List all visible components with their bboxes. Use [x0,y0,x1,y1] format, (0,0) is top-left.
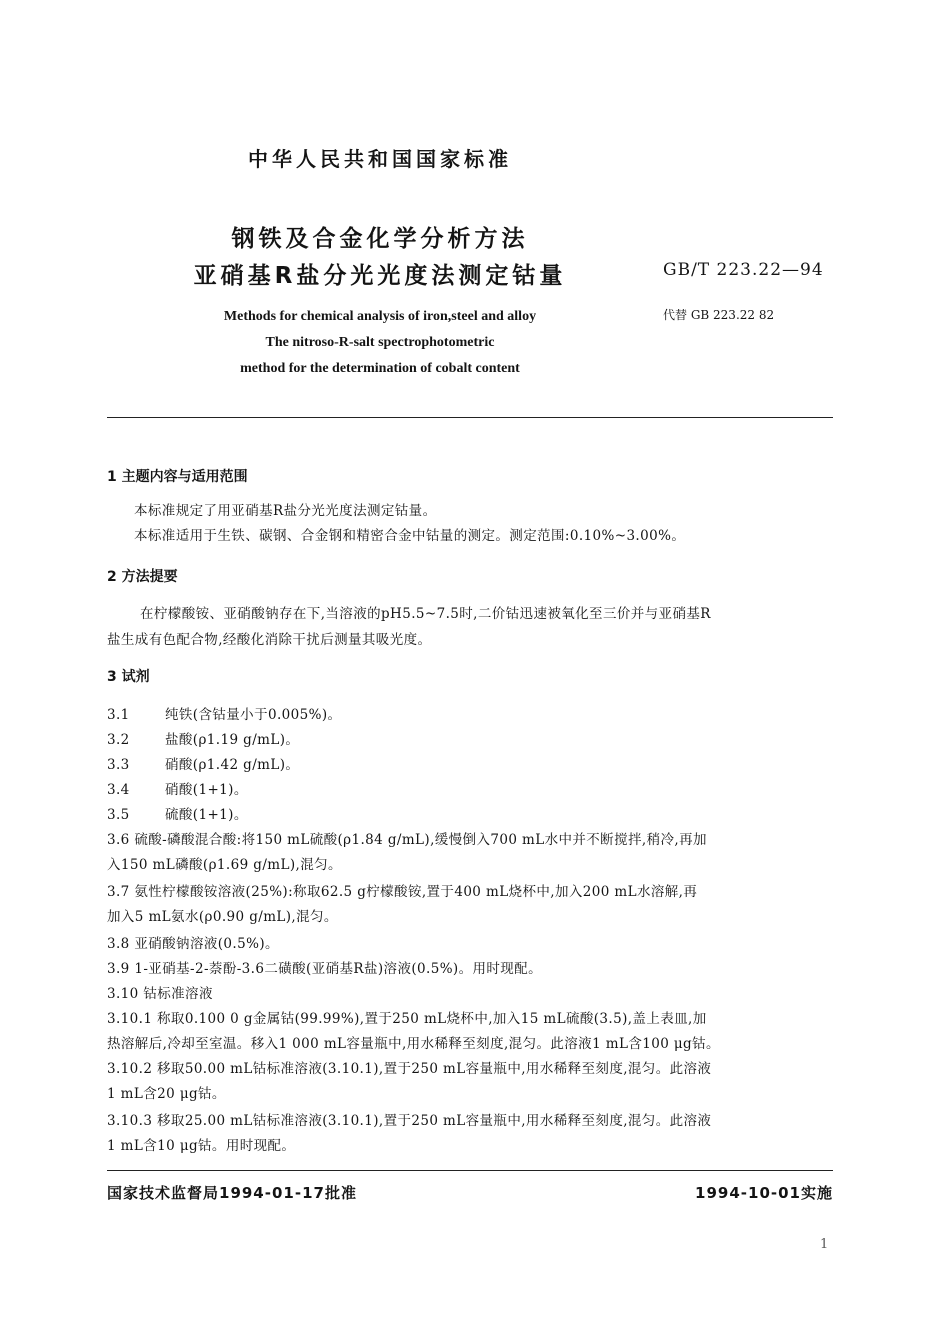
footer-divider [107,1170,833,1171]
reagent-item-text: 硝酸(1+1)。 [165,782,248,798]
reagent-item [107,703,341,723]
reagent-3-10-1-line-1: 3.10.1 称取0.100 0 g金属钴(99.99%),置于250 mL烧杯中,加入15 mL硫酸(3.5),盖上表皿,加 [107,1011,707,1027]
reagent-3-10: 3.10 钴标准溶液 [107,986,213,1002]
approval-date: 国家技术监督局1994-01-17批准 [107,1184,357,1202]
reagent-item-number: 3.4 [107,782,130,798]
section-3-heading: 3 试剂 [107,669,150,685]
english-title-line-2: The nitroso-R-salt spectrophotometric [265,335,495,350]
reagent-3-8: 3.8 亚硝酸钠溶液(0.5%)。 [107,936,279,952]
english-title-line-1: Methods for chemical analysis of iron,steel and alloy [223,309,537,324]
reagent-3-10-3-line-2: 1 mL含10 μg钴。用时现配。 [107,1138,296,1154]
section-1-heading: 1 主题内容与适用范围 [107,469,248,485]
reagent-3-10-2-line-1: 3.10.2 移取50.00 mL钴标准溶液(3.10.1),置于250 mL容量瓶中,用水稀释至刻度,混匀。此溶液 [107,1061,712,1077]
reagent-item-text: 盐酸(ρ1.19 g/mL)。 [165,732,300,748]
reagent-3-6-line-2: 入150 mL磷酸(ρ1.69 g/mL),混匀。 [107,857,342,873]
reagent-item [107,803,248,823]
reagent-item [107,778,248,798]
section-2-line-1: 在柠檬酸铵、亚硝酸钠存在下,当溶液的pH5.5~7.5时,二价钴迅速被氧化至三价并与亚硝基R [140,606,711,622]
reagent-3-10-1-line-2: 热溶解后,冷却至室温。移入1 000 mL容量瓶中,用水稀释至刻度,混匀。此溶液1 mL含100 μg钴。 [107,1036,720,1052]
section-1-paragraph-2: 本标准适用于生铁、碳钢、合金钢和精密合金中钴量的测定。测定范围:0.10%~3.00%。 [134,528,686,544]
section-2-line-2: 盐生成有色配合物,经酸化消除干扰后测量其吸光度。 [107,632,432,648]
page-number: 1 [820,1237,829,1252]
section-2-heading: 2 方法提要 [107,569,178,585]
header-divider [107,417,833,418]
replaces-note: 代替 GB 223.22 82 [663,308,775,322]
reagent-3-7-line-2: 加入5 mL氨水(ρ0.90 g/mL),混匀。 [107,909,338,925]
national-standard-heading: 中华人民共和国国家标准 [248,147,512,171]
reagent-item-number: 3.1 [107,707,130,723]
reagent-item-number: 3.5 [107,807,130,823]
reagent-3-7-line-1: 3.7 氨性柠檬酸铵溶液(25%):称取62.5 g柠檬酸铵,置于400 mL烧杯中,加入200 mL水溶解,再 [107,884,698,900]
reagent-item-text: 硫酸(1+1)。 [165,807,248,823]
title-line-2: 亚硝基R盐分光光度法测定钴量 [193,263,567,289]
reagent-item-text: 硝酸(ρ1.42 g/mL)。 [165,757,300,773]
title-line-1: 钢铁及合金化学分析方法 [231,226,529,252]
reagent-item [107,728,299,748]
english-title-line-3: method for the determination of cobalt content [240,361,520,376]
section-1-paragraph-1: 本标准规定了用亚硝基R盐分光光度法测定钴量。 [134,503,437,519]
reagent-item-number: 3.2 [107,732,130,748]
reagent-3-9: 3.9 1-亚硝基-2-萘酚-3.6二磺酸(亚硝基R盐)溶液(0.5%)。用时现配。 [107,961,542,977]
reagent-3-10-2-line-2: 1 mL含20 μg钴。 [107,1086,226,1102]
implementation-date: 1994-10-01实施 [695,1184,833,1202]
reagent-item-text: 纯铁(含钴量小于0.005%)。 [165,707,342,723]
reagent-3-6-line-1: 3.6 硫酸-磷酸混合酸:将150 mL硫酸(ρ1.84 g/mL),缓慢倒入700 mL水中并不断搅拌,稍冷,再加 [107,832,707,848]
reagent-item [107,753,299,773]
reagent-3-10-3-line-1: 3.10.3 移取25.00 mL钴标准溶液(3.10.1),置于250 mL容量瓶中,用水稀释至刻度,混匀。此溶液 [107,1113,712,1129]
standard-number: GB/T 223.22—94 [663,260,824,280]
reagent-item-number: 3.3 [107,757,130,773]
